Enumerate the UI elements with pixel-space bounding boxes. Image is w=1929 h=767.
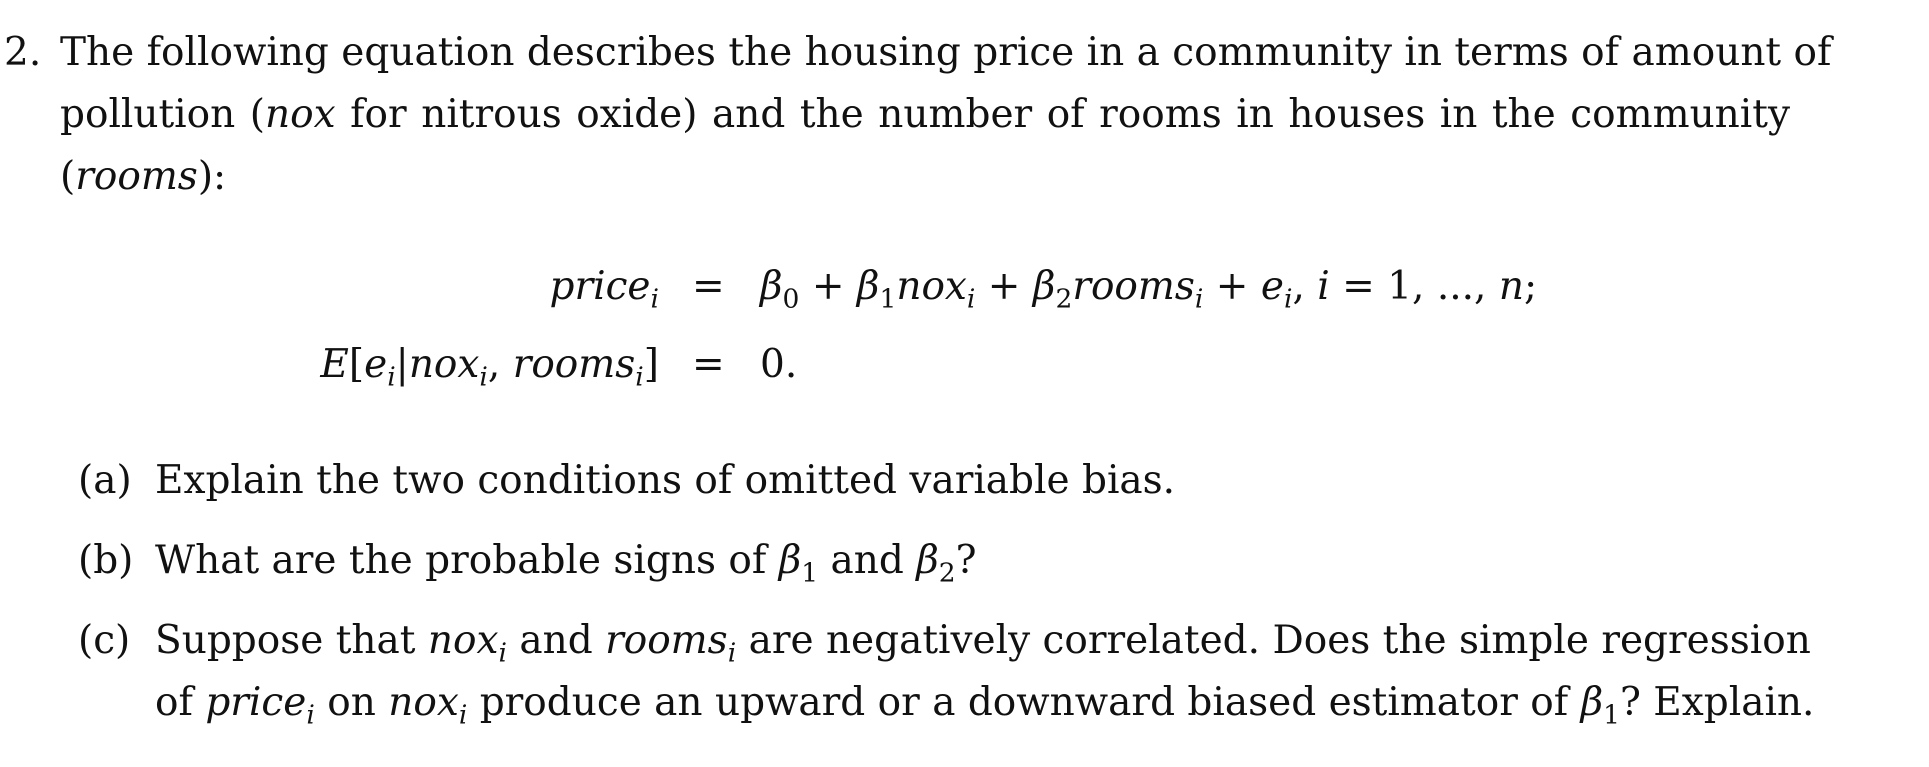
semicolon: ;	[1523, 264, 1538, 309]
question-mark: ?	[955, 538, 977, 583]
beta2-symbol: β	[1032, 264, 1056, 309]
bracket-close: ]	[643, 342, 659, 387]
equation-1-lhs	[549, 262, 660, 315]
price-subscript: i	[650, 283, 659, 315]
part-c-line-1	[155, 610, 1811, 672]
nox-variable: nox	[265, 92, 336, 137]
nox-subscript: i	[966, 283, 976, 315]
equation-2-rhs: 0.	[760, 342, 798, 387]
rooms-subscript: i	[1194, 283, 1204, 315]
paren-open: (	[60, 154, 76, 199]
error-subscript: i	[1283, 283, 1293, 315]
nox-term: nox	[408, 342, 480, 387]
nox-term: nox	[427, 618, 499, 663]
beta1-subscript: 1	[879, 283, 897, 315]
equation-2-equals: =	[692, 342, 725, 387]
intro-line-2-start: pollution (	[60, 92, 265, 137]
rooms-term: rooms	[1072, 264, 1195, 309]
part-c-correlation-text: are negatively correlated. Does the simple regression	[736, 618, 1811, 663]
rooms-variable: rooms	[75, 154, 198, 199]
beta0-subscript: 0	[782, 283, 800, 315]
index-i: i	[1317, 264, 1330, 309]
rooms-term: rooms	[512, 342, 636, 387]
nox-term: nox	[388, 680, 459, 725]
beta1-symbol: β	[778, 538, 802, 583]
part-a-text: Explain the two conditions of omitted variable bias.	[155, 458, 1176, 503]
price-variable: price	[549, 264, 651, 309]
part-c-bias-question: produce an upward or a downward biased estimator of	[467, 680, 1581, 725]
beta1-subscript: 1	[801, 557, 819, 589]
nox-subscript: i	[458, 699, 468, 731]
of-word: of	[155, 680, 206, 725]
beta1-subscript: 1	[1603, 699, 1620, 731]
error-term: e	[364, 342, 388, 387]
equation-2-lhs	[320, 340, 659, 393]
comma: ,	[1292, 264, 1318, 309]
conditional-bar: |	[395, 342, 409, 387]
intro-line-1: The following equation describes the housing price in a community in terms of amount of	[60, 30, 1832, 75]
plus-sign: +	[1203, 264, 1261, 309]
part-c-suppose: Suppose that	[155, 618, 428, 663]
index-n: n	[1498, 264, 1524, 309]
plus-sign: +	[799, 264, 857, 309]
beta1-symbol: β	[1580, 680, 1604, 725]
rooms-term: rooms	[605, 618, 728, 663]
problem-number: 2.	[4, 30, 42, 75]
expectation-operator: E	[320, 342, 349, 387]
paren-close: ):	[197, 154, 227, 199]
part-b-label: (b)	[78, 538, 134, 583]
plus-sign: +	[975, 264, 1033, 309]
equation-1-equals: =	[692, 264, 725, 309]
on-word: on	[314, 680, 389, 725]
part-a-label: (a)	[78, 458, 132, 503]
price-subscript: i	[306, 699, 315, 731]
error-subscript: i	[387, 361, 396, 393]
part-b-question: What are the probable signs of	[155, 538, 779, 583]
price-variable: price	[205, 680, 307, 725]
intro-line-3	[60, 146, 1790, 208]
beta2-subscript: 2	[938, 557, 956, 589]
problem-intro	[60, 22, 1832, 208]
comma: ,	[487, 342, 513, 387]
part-c-line-2	[155, 672, 1815, 734]
part-c-text	[155, 610, 1815, 734]
intro-line-2-end: for nitrous oxide) and the number of rooms in houses in the community	[335, 92, 1790, 137]
rooms-subscript: i	[727, 637, 737, 669]
error-term: e	[1260, 264, 1284, 309]
part-c-label: (c)	[78, 618, 131, 663]
beta0-symbol: β	[760, 264, 783, 309]
part-b-text	[155, 530, 1790, 592]
nox-term: nox	[896, 264, 967, 309]
equation-1-rhs	[760, 262, 1538, 315]
index-range: = 1, ...,	[1329, 264, 1499, 309]
rooms-subscript: i	[635, 361, 644, 393]
explain-text: ? Explain.	[1619, 680, 1815, 725]
nox-subscript: i	[479, 361, 488, 393]
beta2-subscript: 2	[1055, 283, 1073, 315]
beta2-symbol: β	[916, 538, 939, 583]
beta1-symbol: β	[856, 264, 880, 309]
nox-subscript: i	[498, 637, 507, 669]
and-word: and	[506, 618, 606, 663]
intro-line-2	[60, 84, 1790, 146]
bracket-open: [	[348, 342, 365, 387]
and-word: and	[818, 538, 917, 583]
